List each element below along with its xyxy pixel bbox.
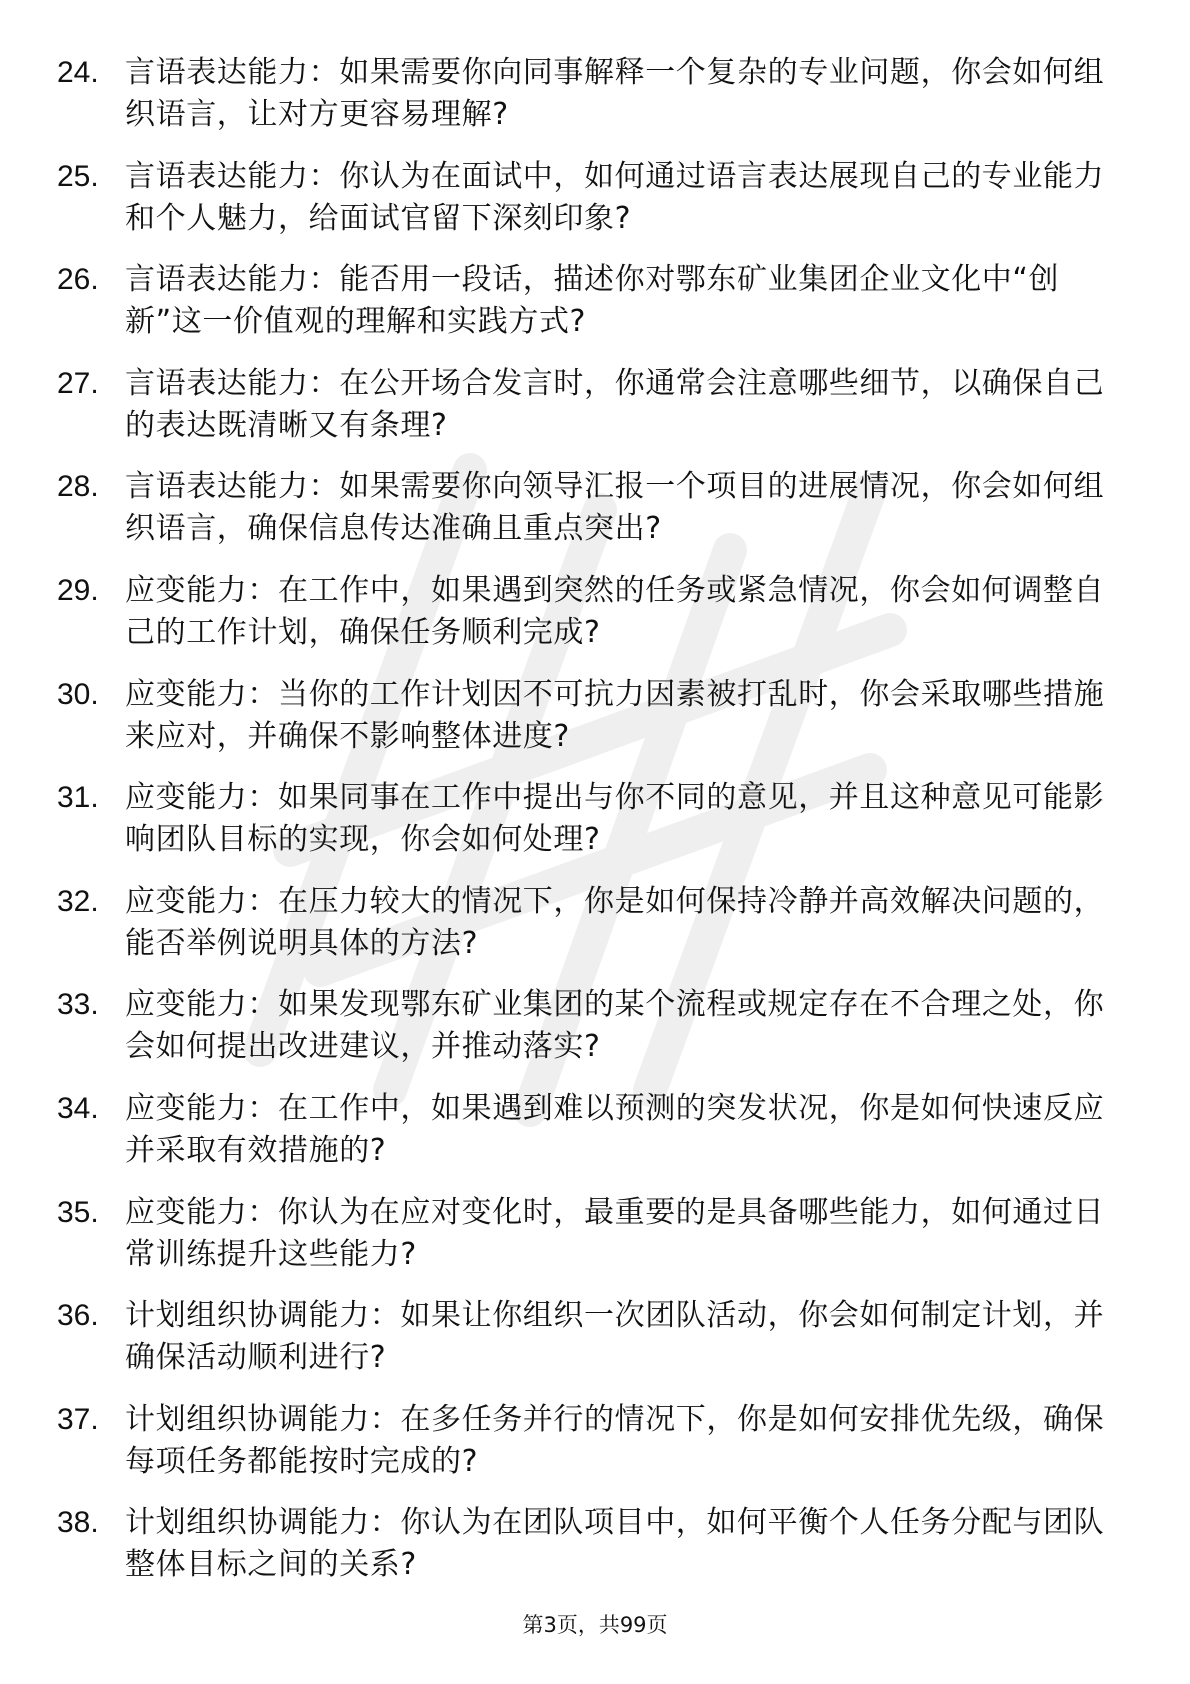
question-item <box>57 1502 1127 1606</box>
question-number: 37. <box>57 1402 99 1436</box>
question-item <box>57 466 1127 570</box>
page-footer: 第3页，共99页 <box>522 1613 668 1637</box>
question-text: 应变能力：在压力较大的情况下，你是如何保持冷静并高效解决问题的，能否举例说明具体的方法? <box>125 883 1105 961</box>
question-item <box>57 674 1127 778</box>
question-item <box>57 1088 1127 1192</box>
question-text: 应变能力：如果同事在工作中提出与你不同的意见，并且这种意见可能影响团队目标的实现，你会如何处理? <box>125 780 1105 858</box>
question-item <box>57 1295 1127 1399</box>
question-number: 27. <box>57 366 99 400</box>
question-number: 38. <box>57 1506 99 1540</box>
question-list <box>57 52 1127 1606</box>
question-text: 言语表达能力：在公开场合发言时，你通常会注意哪些细节，以确保自己的表达既清晰又有条理? <box>125 365 1105 443</box>
question-text: 应变能力：当你的工作计划因不可抗力因素被打乱时，你会采取哪些措施来应对，并确保不影响整体进度? <box>125 676 1105 754</box>
question-item <box>57 777 1127 881</box>
question-text: 应变能力：如果发现鄂东矿业集团的某个流程或规定存在不合理之处，你会如何提出改进建议，并推动落实? <box>125 987 1105 1065</box>
question-number: 29. <box>57 573 99 607</box>
question-number: 25. <box>57 159 99 193</box>
question-number: 36. <box>57 1299 99 1333</box>
question-text: 计划组织协调能力：你认为在团队项目中，如何平衡个人任务分配与团队整体目标之间的关系? <box>125 1505 1105 1583</box>
question-number: 34. <box>57 1091 99 1125</box>
question-text: 计划组织协调能力：在多任务并行的情况下，你是如何安排优先级，确保每项任务都能按时完成的? <box>125 1401 1105 1479</box>
question-number: 32. <box>57 884 99 918</box>
question-number: 24. <box>57 56 99 89</box>
question-item <box>57 984 1127 1088</box>
question-item <box>57 881 1127 985</box>
question-item <box>57 259 1127 363</box>
question-item <box>57 1192 1127 1296</box>
question-number: 33. <box>57 988 99 1022</box>
question-text: 应变能力：在工作中，如果遇到突然的任务或紧急情况，你会如何调整自己的工作计划，确保任务顺利完成? <box>125 572 1105 650</box>
question-item <box>57 1399 1127 1503</box>
question-number: 35. <box>57 1195 99 1229</box>
question-number: 30. <box>57 677 99 711</box>
question-number: 31. <box>57 781 99 815</box>
question-item <box>57 52 1127 156</box>
question-text: 言语表达能力：如果需要你向领导汇报一个项目的进展情况，你会如何组织语言，确保信息传达准确且重点突出? <box>125 469 1105 547</box>
question-text: 言语表达能力：如果需要你向同事解释一个复杂的专业问题，你会如何组织语言，让对方更容易理解? <box>125 55 1105 132</box>
question-text: 言语表达能力：能否用一段话，描述你对鄂东矿业集团企业文化中“创新”这一价值观的理解和实践方式? <box>125 262 1060 340</box>
question-text: 计划组织协调能力：如果让你组织一次团队活动，你会如何制定计划，并确保活动顺利进行? <box>125 1298 1105 1376</box>
question-text: 应变能力：在工作中，如果遇到难以预测的突发状况，你是如何快速反应并采取有效措施的? <box>125 1090 1105 1168</box>
question-text: 应变能力：你认为在应对变化时，最重要的是具备哪些能力，如何通过日常训练提升这些能力? <box>125 1194 1105 1272</box>
question-number: 26. <box>57 263 99 297</box>
question-item <box>57 570 1127 674</box>
question-text: 言语表达能力：你认为在面试中，如何通过语言表达展现自己的专业能力和个人魅力，给面试官留下深刻印象? <box>125 158 1105 236</box>
question-number: 28. <box>57 470 99 504</box>
question-item <box>57 156 1127 260</box>
question-item <box>57 363 1127 467</box>
